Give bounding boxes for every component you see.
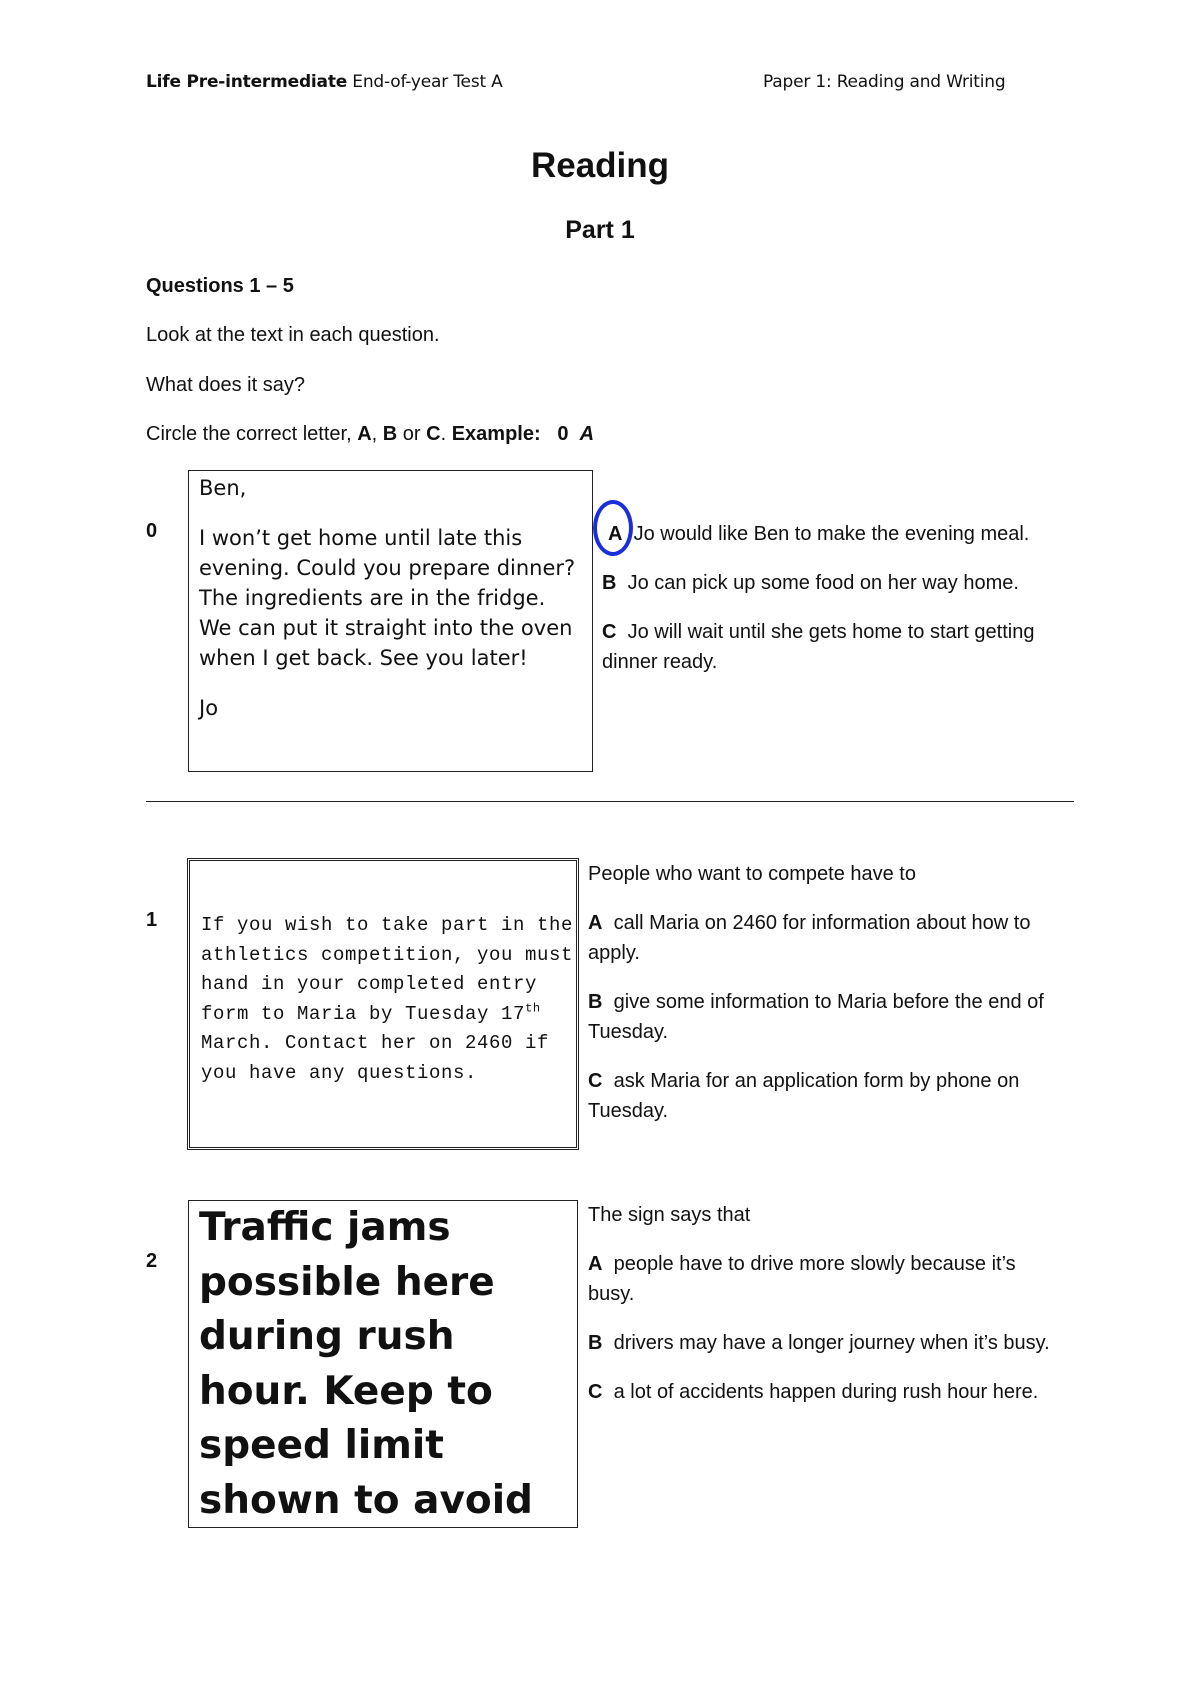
option-a[interactable]: A Jo would like Ben to make the evening meal. (608, 523, 1030, 545)
section-title: Reading (530, 146, 670, 185)
note-greeting: Ben, (199, 476, 247, 500)
question-0-options (602, 519, 1042, 696)
test-name: End-of-year Test A (347, 72, 503, 92)
document-header-right (763, 72, 1005, 92)
paper-number: Paper 1 (763, 72, 826, 92)
document-header-left (146, 72, 503, 92)
option-b[interactable]: B give some information to Maria before the end of Tuesday. (588, 991, 1044, 1043)
book-title: Life Pre-intermediate (146, 72, 348, 92)
question-2-stem: The sign says that (588, 1204, 751, 1226)
question-number-1: 1 (146, 909, 158, 931)
note-signoff: Jo (199, 696, 219, 720)
example-answer: A (579, 423, 595, 445)
example-number: 0 (557, 423, 569, 445)
question-1-stem: People who want to compete have to (588, 863, 916, 885)
option-b[interactable]: B drivers may have a longer journey when it’s busy. (588, 1332, 1050, 1354)
question-1-options (588, 859, 1058, 1145)
questions-range: Questions 1 – 5 (146, 275, 294, 297)
instruction-line-3: Circle the correct letter, A, B or C. Example: 0 A (146, 423, 595, 445)
instruction-line-2: What does it say? (146, 374, 305, 396)
question-2-options (588, 1200, 1058, 1426)
question-number-2: 2 (146, 1250, 158, 1272)
option-c[interactable]: C Jo will wait until she gets home to start getting dinner ready. (602, 621, 1035, 673)
example-label: Example: (451, 423, 541, 445)
note-body: I won’t get home until late this evening. Could you prepare dinner? The ingredients are in the fridge. We can put it straight into the oven when I get back. See you later! (199, 526, 576, 670)
part-title: Part 1 (565, 216, 635, 244)
paper-title: : Reading and Writing (825, 72, 1006, 92)
option-b[interactable]: B Jo can pick up some food on her way home. (602, 572, 1019, 594)
question-1-text-box: If you wish to take part in the athletics competition, you must hand in your completed entry form to Maria by Tuesday 17th March. Contact her on 2460 if you have any questions. (187, 858, 579, 1150)
instruction-line-1: Look at the text in each question. (146, 324, 440, 346)
question-0-text-box (188, 470, 593, 772)
sign-text: Traffic jams possible here during rush hour. Keep to speed limit shown to avoid (199, 1205, 533, 1523)
divider (146, 801, 1074, 802)
option-a[interactable]: A people have to drive more slowly because it’s busy. (588, 1253, 1016, 1305)
option-a[interactable]: A call Maria on 2460 for information about how to apply. (588, 912, 1031, 964)
question-number-0: 0 (146, 520, 158, 542)
option-c[interactable]: C a lot of accidents happen during rush hour here. (588, 1381, 1039, 1403)
question-2-sign-box (188, 1200, 578, 1528)
option-c[interactable]: C ask Maria for an application form by phone on Tuesday. (588, 1070, 1020, 1122)
